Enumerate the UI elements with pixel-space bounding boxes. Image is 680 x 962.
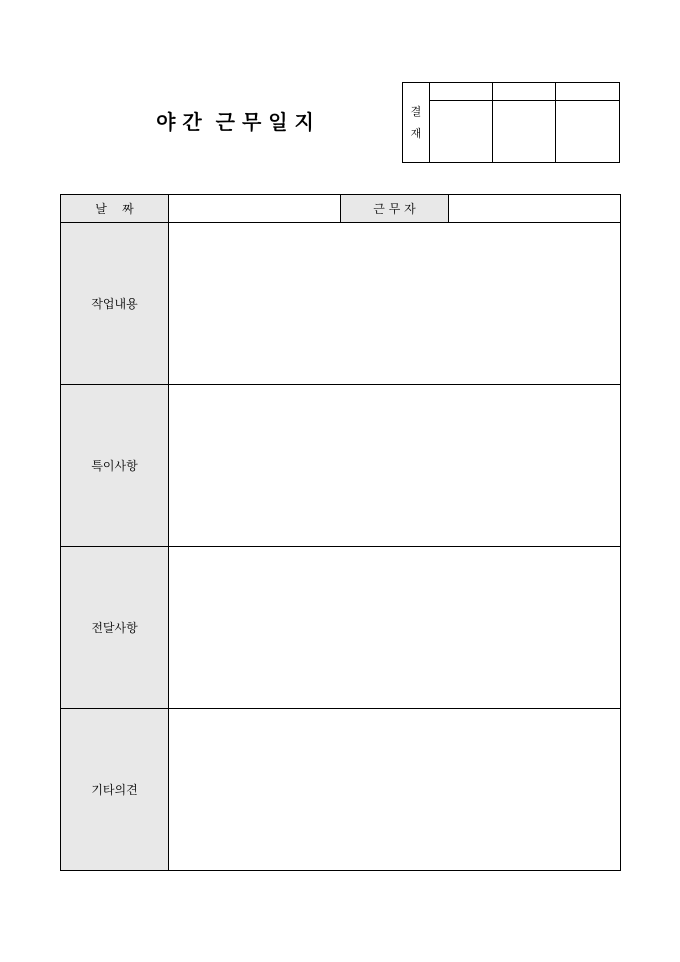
section-label-handover-notes: 전달사항 (61, 547, 169, 709)
approver-sign-2[interactable] (493, 101, 556, 163)
section-label-other-opinions: 기타의견 (61, 709, 169, 871)
section-label-work-content: 작업내용 (61, 223, 169, 385)
section-field-special-notes[interactable] (169, 385, 621, 547)
log-table (60, 194, 621, 871)
approval-label (403, 83, 430, 163)
approver-title-3[interactable] (556, 83, 620, 101)
section-label-special-notes: 특이사항 (61, 385, 169, 547)
approver-title-1[interactable] (430, 83, 493, 101)
worker-label: 근 무 자 (341, 195, 449, 223)
section-field-work-content[interactable] (169, 223, 621, 385)
approval-label-bottom: 재 (410, 126, 422, 140)
section-field-other-opinions[interactable] (169, 709, 621, 871)
section-field-handover-notes[interactable] (169, 547, 621, 709)
approver-sign-3[interactable] (556, 101, 620, 163)
approval-label-top: 결 (410, 104, 422, 118)
document-title: 야 간 근 무 일 지 (156, 110, 314, 134)
approval-box (402, 82, 620, 163)
worker-field[interactable] (449, 195, 621, 223)
date-label: 날 짜 (61, 195, 169, 223)
date-field[interactable] (169, 195, 341, 223)
approver-sign-1[interactable] (430, 101, 493, 163)
approver-title-2[interactable] (493, 83, 556, 101)
